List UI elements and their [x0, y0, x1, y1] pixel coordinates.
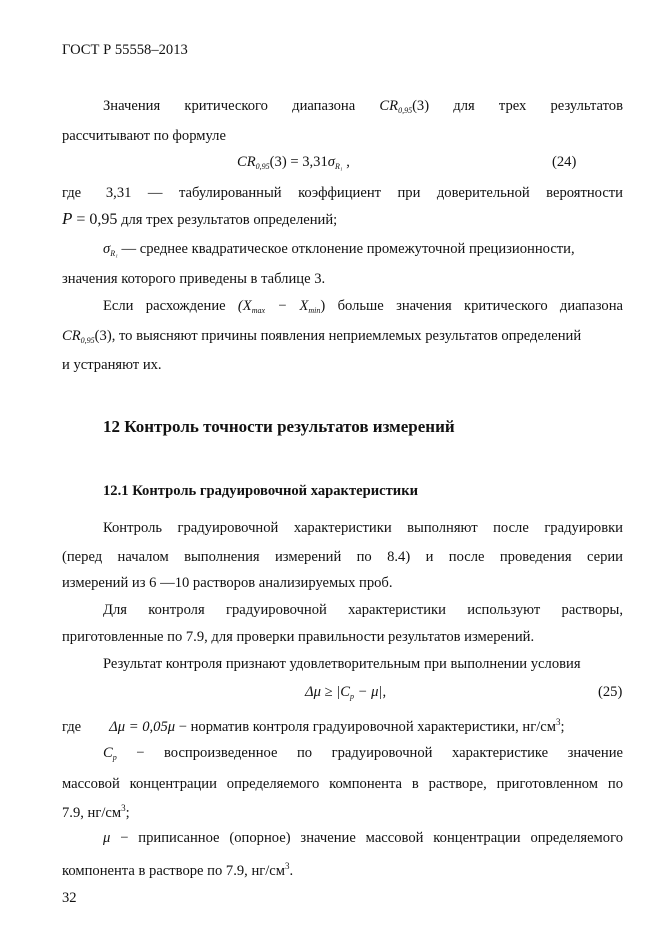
paragraph-line: Для контроля градуировочной характеристики используют растворы,: [103, 602, 623, 618]
paragraph-line: Если расхождение $(X_{max} - X_{min})$ больше значения критического диапазона: [103, 298, 623, 315]
paragraph-line: Контроль градуировочной характеристики выполняют после градуировки: [103, 520, 623, 536]
paragraph-line: где Δμ = 0,05μ − норматив контроля градуировочной характеристики, $нг/см^3$;: [62, 717, 565, 735]
equation-number: (25): [598, 684, 623, 700]
formula-24: $CR_{0,95}(3) = 3,31\sigma_{R_1}$ ,: [237, 154, 350, 171]
text: Значения критического диапазона: [103, 98, 356, 114]
paragraph-line: приготовленные по 7.9, для проверки правильности результатов измерений.: [62, 629, 535, 645]
paragraph-line: $C_p$ − воспроизведенное по градуировочной характеристике значение: [103, 745, 623, 762]
paragraph-line: [103, 97, 623, 120]
math-range: $(X_{max} - X_{min})$: [237, 298, 326, 315]
equation-number: (24): [552, 154, 577, 170]
math-cr: $CR_{0,95}(3)$: [379, 98, 430, 115]
document-header: ГОСТ Р 55558–2013: [62, 42, 188, 58]
paragraph-line: Результат контроля признают удовлетворительным при выполнении условия: [103, 656, 581, 672]
paragraph-line: массовой концентрации определяемого компонента в растворе, приготовленном по: [62, 776, 623, 792]
text: для трех результатов: [453, 98, 623, 114]
paragraph-line: $CR_{0,95}(3)$, то выясняют причины появления неприемлемых результатов определений: [62, 328, 582, 345]
paragraph-line: $\sigma_{R_1}$ — среднее квадратическое отклонение промежуточной прецизионности,: [103, 241, 575, 258]
paragraph-line: 7.9, $нг/см^3$;: [62, 803, 130, 821]
formula-25: $\Delta\mu \ge |C_p - \mu|$,: [305, 684, 387, 701]
subsection-heading: 12.1 Контроль градуировочной характеристики: [103, 483, 419, 499]
paragraph-line: значения которого приведены в таблице 3.: [62, 271, 326, 287]
paragraph-line: компонента в растворе по 7.9, $нг/см^3$.: [62, 861, 294, 879]
paragraph-line: и устраняют их.: [62, 357, 162, 373]
paragraph-line: рассчитывают по формуле: [62, 128, 226, 144]
paragraph-line: P = 0,95 для трех результатов определений;: [62, 209, 338, 228]
paragraph-line: где 3,31 — табулированный коэффициент при доверительной вероятности: [62, 185, 623, 201]
paragraph-line: (перед началом выполнения измерений по 8.4) и после проведения серии: [62, 549, 623, 565]
section-heading: 12 Контроль точности результатов измерений: [103, 417, 455, 436]
paragraph-line: μ − приписанное (опорное) значение массовой концентрации определяемого: [103, 830, 623, 846]
page-number: 32: [62, 890, 77, 906]
paragraph-line: измерений из 6 —10 растворов анализируемых проб.: [62, 575, 393, 591]
